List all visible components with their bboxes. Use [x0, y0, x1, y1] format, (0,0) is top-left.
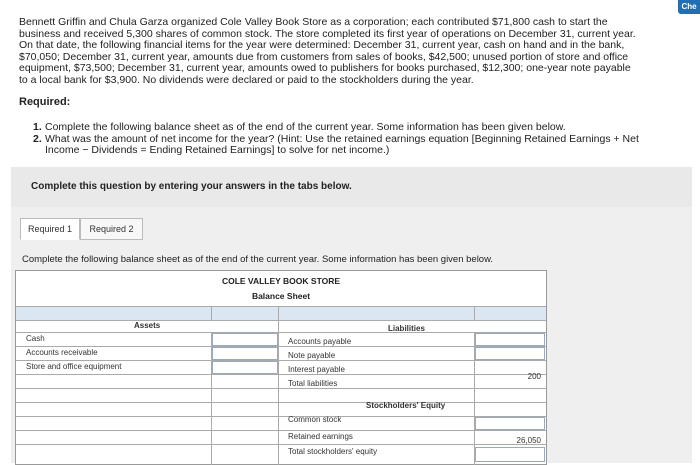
total-equity-amount-input[interactable]	[475, 447, 545, 462]
liability-label-accounts-payable: Accounts payable	[288, 337, 352, 346]
liability-label-interest-payable: Interest payable	[288, 365, 345, 374]
asset-label-accounts-receivable: Accounts receivable	[26, 348, 98, 357]
equity-label-common-stock: Common stock	[288, 415, 342, 424]
header-spacer-row	[16, 306, 546, 321]
table-row	[16, 402, 546, 417]
cash-amount-input[interactable]	[212, 333, 278, 346]
requirement-2-text: What was the amount of net income for the year? (Hint: Use the retained earnings equation [Beginning Retained Earnings + Net Income − Dividends = Ending Retained Earnings] to solve for net income.)	[45, 132, 639, 157]
asset-label-cash: Cash	[26, 334, 45, 343]
table-row	[16, 430, 546, 445]
assets-header: Assets	[134, 321, 161, 330]
banner-text: Complete this question by entering your answers in the tabs below.	[31, 181, 352, 192]
company-name: COLE VALLEY BOOK STORE	[221, 276, 341, 286]
asset-label-equipment: Store and office equipment	[26, 362, 122, 371]
equity-label-total-equity: Total stockholders' equity	[288, 447, 378, 456]
liability-label-total-liabilities: Total liabilities	[288, 379, 338, 388]
retained-earnings-value: 26,050	[516, 436, 541, 445]
equity-label-retained-earnings: Retained earnings	[288, 432, 353, 441]
liabilities-header: Liabilities	[388, 324, 425, 333]
interest-payable-value: 200	[527, 372, 541, 381]
table-row	[16, 374, 546, 389]
accounts-receivable-amount-input[interactable]	[212, 347, 278, 360]
common-stock-amount-input[interactable]	[475, 417, 545, 430]
problem-statement: Bennett Griffin and Chula Garza organized Cole Valley Book Store as a corporation; each contributed $71,800 cash to start the business and received 5,300 shares of common stock. The store completed its first year of operations on December 31, current year. On that date, the following financial items for the year were determined: December 31, current year, cash on hand and in the bank, $70,050; December 31, current year, amounts due from customers from sales of books, $42,500; unused portion of store and office equipment, $73,500; December 31, current year, amounts owed to publishers for books purchased, $12,300; one-year note payable to a local bank for $3,900. No dividends were declared or paid to the stockholders during the year.	[19, 16, 636, 86]
liability-label-note-payable: Note payable	[288, 351, 336, 360]
accounts-payable-amount-input[interactable]	[475, 333, 545, 346]
table-row	[16, 444, 546, 465]
table-row	[16, 332, 546, 347]
statement-title: Balance Sheet	[251, 291, 311, 301]
balance-sheet	[15, 270, 547, 465]
table-row	[16, 416, 546, 431]
check-button[interactable]: Che	[678, 0, 700, 14]
instructions-banner	[11, 167, 692, 207]
requirement-1-text: Complete the following balance sheet as of the end of the current year. Some information has been given below.	[45, 121, 566, 133]
tab-instruction: Complete the following balance sheet as of the end of the current year. Some information has been given below.	[22, 254, 494, 265]
required-heading: Required:	[19, 96, 71, 108]
requirement-2-number: 2.	[33, 132, 42, 145]
equity-header: Stockholders' Equity	[366, 401, 446, 410]
table-row	[16, 388, 546, 403]
requirement-1-number: 1.	[33, 121, 42, 133]
requirements-list	[33, 122, 653, 157]
tab-required-2[interactable]: Required 2	[80, 218, 143, 240]
requirement-2	[33, 134, 653, 157]
requirement-1	[33, 122, 653, 134]
balance-sheet-header	[16, 271, 546, 306]
equipment-amount-input[interactable]	[212, 361, 278, 374]
note-payable-amount-input[interactable]	[475, 347, 545, 360]
tab-required-1[interactable]: Required 1	[20, 218, 80, 240]
